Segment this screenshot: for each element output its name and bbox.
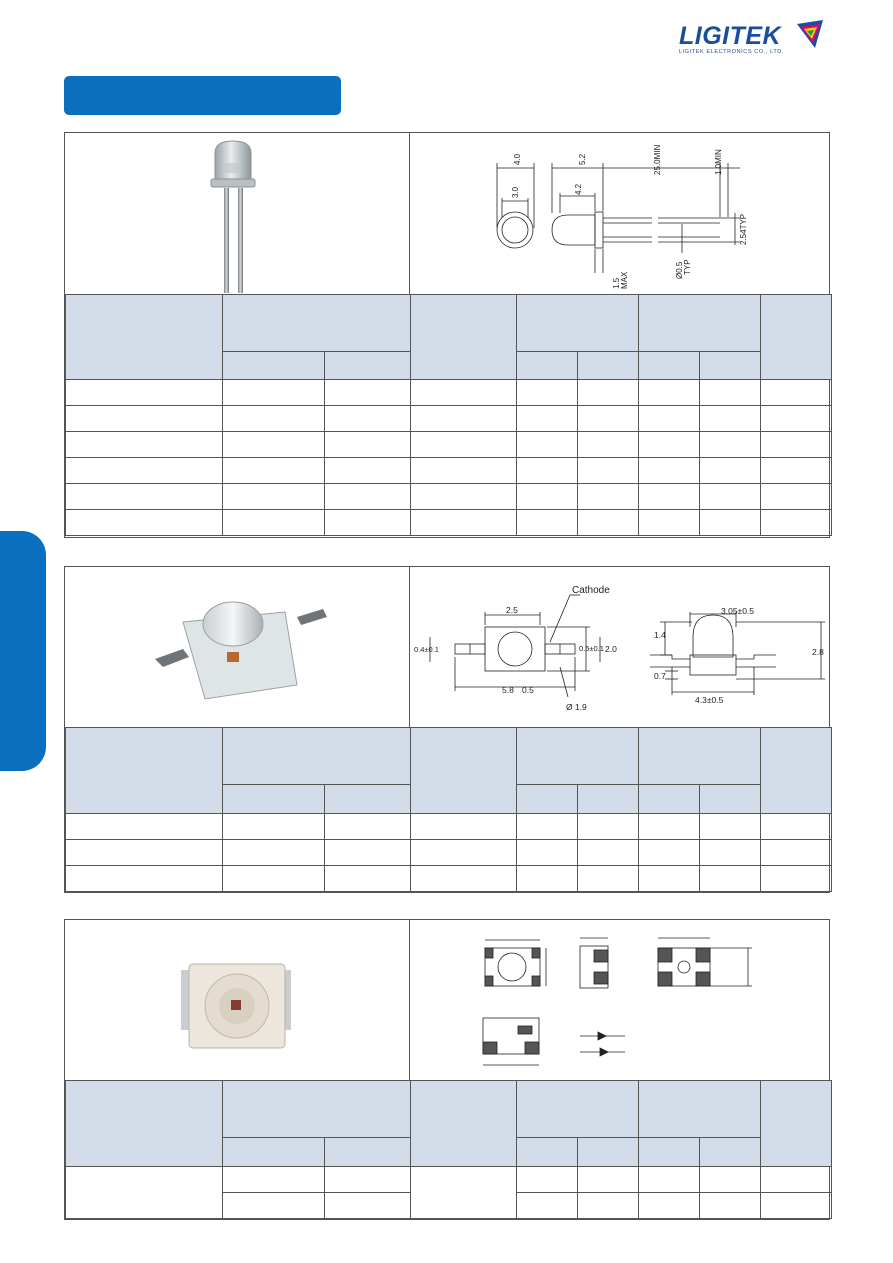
dimension-drawing-cell: [410, 920, 829, 1080]
dim-4-0: 4.0: [513, 153, 522, 165]
table-row: [66, 432, 832, 458]
logo-subtitle: LIGITEK ELECTRONICS CO., LTD.: [679, 49, 785, 55]
table-row: [66, 458, 832, 484]
header-cell: [223, 728, 411, 785]
subheader-cell: [700, 785, 761, 814]
header-cell: [517, 1081, 639, 1138]
table-row: [66, 406, 832, 432]
dim-2-0: 2.0: [605, 644, 617, 654]
subheader-cell: [517, 785, 578, 814]
dim-3-05: 3.05±0.5: [721, 606, 755, 616]
subheader-cell: [223, 1138, 325, 1167]
product-visuals: [65, 133, 829, 295]
dim-4-3: 4.3±0.5: [695, 695, 724, 705]
subheader-cell: [578, 1138, 639, 1167]
dim-max: MAX: [620, 271, 629, 289]
smd-dome-dimension-drawing: [410, 567, 829, 726]
header-cell: [517, 295, 639, 352]
subheader-cell: [325, 1138, 411, 1167]
table-row: [66, 510, 832, 536]
dim-25-0min: 25.0MIN: [653, 144, 662, 175]
subheader-cell: [578, 352, 639, 380]
table-row: [66, 380, 832, 406]
product-photo-cell: [65, 133, 410, 294]
subheader-cell: [325, 352, 411, 380]
dim-2-5: 2.5: [506, 605, 518, 615]
header-cell: [639, 295, 761, 352]
dim-1-4: 1.4: [654, 630, 666, 640]
header-cell: [66, 295, 223, 380]
spec-table-2: [65, 727, 832, 892]
dim-2-54typ: 2.54TYP: [739, 213, 748, 245]
smd-dome-photo: [65, 567, 408, 726]
dim-5-8: 5.8: [502, 685, 514, 695]
header-cell: [66, 728, 223, 814]
product-visuals: [65, 567, 829, 728]
header-cell: [66, 1081, 223, 1167]
table-row: [66, 866, 832, 892]
dim-lead-dia: Ø0.5: [675, 261, 684, 279]
product-section-3mm-lamp: [64, 132, 830, 538]
dim-1-5: 1.5: [612, 277, 621, 289]
lamp-dimension-drawing: [410, 133, 829, 293]
plcc-chip-photo: [65, 920, 408, 1079]
subheader-cell: [325, 785, 411, 814]
header-cell: [411, 728, 517, 814]
subheader-cell: [700, 352, 761, 380]
led-lamp-photo: [65, 133, 408, 293]
cathode-label: Cathode: [572, 585, 610, 596]
subheader-cell: [639, 785, 700, 814]
side-index-tab: [0, 531, 46, 771]
header-cell: [411, 1081, 517, 1167]
subheader-cell: [223, 352, 325, 380]
dim-0-7: 0.7: [654, 671, 666, 681]
product-section-plcc-chip: [64, 919, 830, 1220]
subheader-cell: [639, 1138, 700, 1167]
table-row: [66, 1167, 832, 1193]
header-cell: [223, 1081, 411, 1138]
subheader-cell: [700, 1138, 761, 1167]
company-logo: [675, 18, 835, 60]
header-cell: [761, 728, 832, 814]
subheader-cell: [578, 785, 639, 814]
product-photo-cell: [65, 920, 410, 1080]
header-cell: [223, 295, 411, 352]
table-row: [66, 840, 832, 866]
logo-mark-icon: [793, 18, 829, 54]
product-photo-cell: [65, 567, 410, 727]
product-section-smd-dome: [64, 566, 830, 893]
dim-3-0: 3.0: [511, 186, 520, 198]
dim-1-0min: 1.0MIN: [714, 149, 723, 175]
header-cell: [761, 295, 832, 380]
dim-0-5b: 0.5: [522, 685, 534, 695]
subheader-cell: [639, 352, 700, 380]
dim-5-2: 5.2: [578, 153, 587, 165]
dim-typ: TYP: [683, 259, 692, 275]
logo-brand: LIGITEK: [679, 22, 782, 50]
dim-0-5: 0.5±0.1: [579, 644, 604, 653]
header-cell: [639, 1081, 761, 1138]
subheader-cell: [517, 352, 578, 380]
plcc-chip-dimension-drawing: [410, 920, 829, 1079]
subheader-cell: [517, 1138, 578, 1167]
dim-4-2: 4.2: [574, 183, 583, 195]
header-cell: [411, 295, 517, 380]
table-row: [66, 814, 832, 840]
table-row: [66, 484, 832, 510]
dim-dia-1-9: Ø 1.9: [566, 702, 587, 712]
spec-table-3: [65, 1080, 832, 1219]
product-visuals: [65, 920, 829, 1081]
subheader-cell: [223, 785, 325, 814]
header-cell: [639, 728, 761, 785]
header-cell: [761, 1081, 832, 1167]
section-title-bar: [64, 76, 341, 115]
dimension-drawing-cell: [410, 567, 829, 727]
dim-0-4: 0.4±0.1: [414, 645, 439, 654]
dim-2-8: 2.8: [812, 647, 824, 657]
header-cell: [517, 728, 639, 785]
dimension-drawing-cell: [410, 133, 829, 294]
spec-table-1: [65, 294, 832, 536]
